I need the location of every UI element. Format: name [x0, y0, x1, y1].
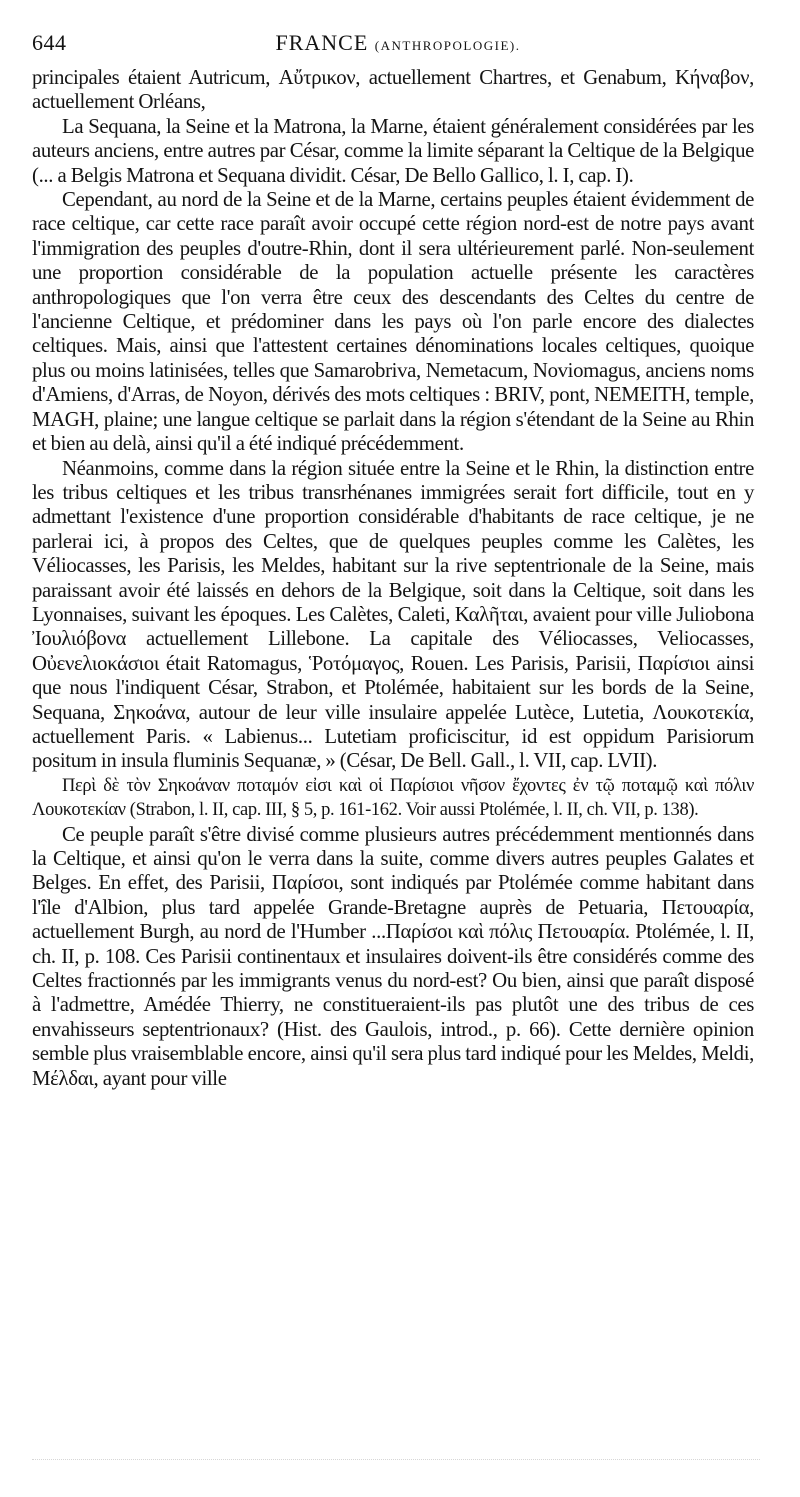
page-body	[32, 66, 754, 1091]
paragraph-continuation: principales étaient Autricum, Αὔτρικον, actuellement Chartres, et Genabum, Κήναβον, actuellement Orléans,	[32, 66, 754, 114]
paragraph-peuples-celtiques: Cependant, au nord de la Seine et de la Marne, certains peuples étaient évidemment de race celtique, car cette race paraît avoir occupé cette région nord-est de notre pays avant l'immigration des peuples d'outre-Rhin, dont il sera ultérieurement parlé. Non-seulement une proportion considérable de la population actuelle présente les caractères anthropologiques que l'on verra être ceux des descendants des Celtes du centre de l'ancienne Celtique, et prédominer dans les pays où l'on parle encore des dialectes celtiques. Mais, ainsi que l'attestent certaines dénominations locales celtiques, quoique plus ou moins latinisées, telles que Samarobriva, Nemetacum, Noviomagus, anciens noms d'Amiens, d'Arras, de Noyon, dérivés des mots celtiques : BRIV, pont, NEMEITH, temple, MAGH, plaine; une langue celtique se parlait dans la région s'étendant de la Seine au Rhin et bien au delà, ainsi qu'il a été indiqué précédemment.	[32, 188, 754, 456]
paragraph-sequana-matrona: La Sequana, la Seine et la Matrona, la Marne, étaient généralement considérées par les auteurs anciens, entre autres par César, comme la limite séparant la Celtique de la Belgique (... a Belgis Matrona et Sequana dividit. César, De Bello Gallico, l. I, cap. I).	[32, 114, 754, 187]
running-head	[32, 30, 764, 56]
paragraph-caletes-parisis: Néanmoins, comme dans la région située entre la Seine et le Rhin, la distinction entre les tribus celtiques et les tribus transrhénanes immigrées serait fort difficile, tout en y admettant l'existence d'une proportion considérable d'habitants de race celtique, je ne parlerai ici, à propos des Celtes, que de quelques peuples comme les Calètes, les Véliocasses, les Parisis, les Meldes, habitant sur la rive septentrionale de la Seine, mais paraissant avoir été laissés en dehors de la Belgique, soit dans la Celtique, soit dans les Lyonnaises, suivant les époques. Les Calètes, Caleti, Καλῆται, avaient pour ville Juliobona Ἰουλιόβονα actuellement Lillebone. La capitale des Véliocasses, Veliocasses, Οὐενελιοκάσιοι était Ratomagus, Ῥοτόμαγος, Rouen. Les Parisis, Parisii, Παρίσιοι ainsi que nous l'indiquent César, Strabon, et Ptolémée, habitaient sur les bords de la Seine, Sequana, Σηκοάνα, autour de leur ville insulaire appelée Lutèce, Lutetia, Λουκοτεκία, actuellement Paris. « Labienus... Lutetiam proficiscitur, id est oppidum Parisiorum positum in insula fluminis Sequanæ, » (César, De Bell. Gall., l. VII, cap. LVII).	[32, 456, 754, 773]
page-number: 644	[32, 30, 67, 55]
paragraph-strabon-quote: Περὶ δὲ τὸν Σηκοάναν ποταμόν εἰσι καὶ οἱ Παρίσιοι νῆσον ἔχοντες ἐν τῷ ποταμῷ καὶ πόλιν Λουκοτεκίαν (Strabon, l. II, cap. III, § 5, p. 161-162. Voir aussi Ptolémée, l. II, ch. VII, p. 138).	[32, 775, 754, 821]
page-header	[32, 30, 764, 58]
paragraph-parisii-division: Ce peuple paraît s'être divisé comme plusieurs autres précédemment mentionnés dans la Celtique, et ainsi qu'on le verra dans la suite, comme divers autres peuples Galates et Belges. En effet, des Parisii, Παρίσοι, sont indiqués par Ptolémée comme habitant dans l'île d'Albion, plus tard appelée Grande-Bretagne auprès de Petuaria, Πετουαρία, actuellement Burgh, au nord de l'Humber ...Παρίσοι καὶ πόλις Πετουαρία. Ptolémée, l. II, ch. II, p. 108. Ces Parisii continentaux et insulaires doivent-ils être considérés comme des Celtes fractionnés par les immigrants venus du nord-est? Ou bien, ainsi que paraît disposé à l'admettre, Amédée Thierry, ne constitueraient-ils pas plutôt une des tribus de ces envahisseurs septentrionaux? (Hist. des Gaulois, introd., p. 66). Cette dernière opinion semble plus vraisemblable encore, ainsi qu'il sera plus tard indiqué pour les Meldes, Meldi, Μέλδαι, ayant pour ville	[32, 822, 754, 1090]
running-head-title: FRANCE	[275, 30, 369, 55]
running-head-subtitle: (ANTHROPOLOGIE).	[374, 38, 521, 53]
page-bottom-rule	[32, 1459, 760, 1472]
